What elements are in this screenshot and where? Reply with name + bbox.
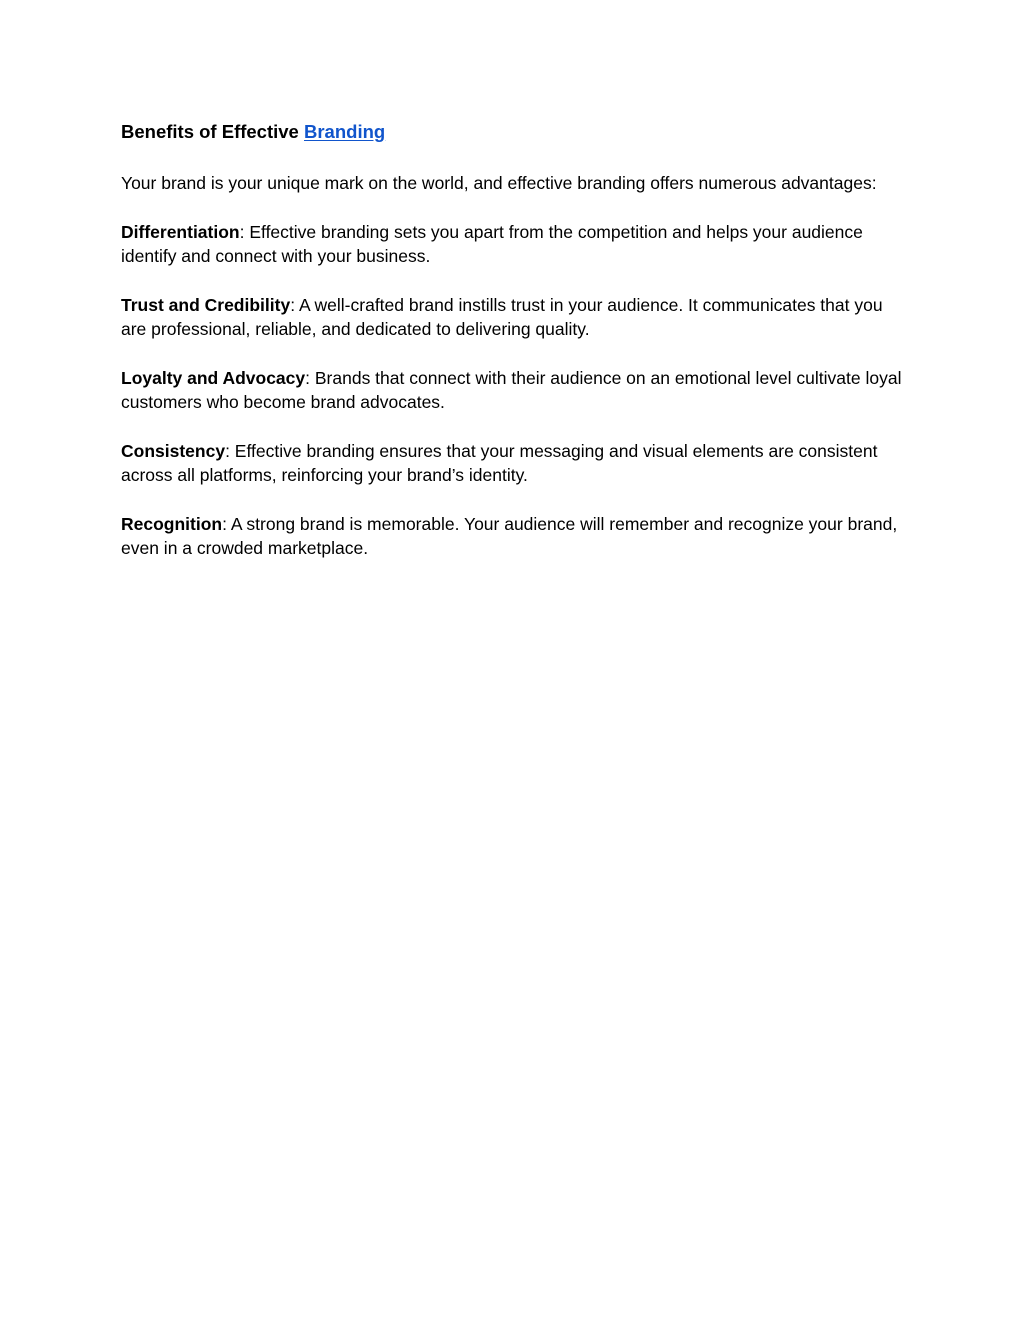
benefit-term: Trust and Credibility [121, 294, 291, 315]
benefit-description: : Brands that connect with their audience on an emotional level cultivate loyal customers who become brand advocates. [121, 367, 902, 412]
benefit-term: Differentiation [121, 221, 240, 242]
benefit-differentiation [121, 220, 912, 269]
benefit-recognition [121, 512, 912, 561]
branding-link[interactable]: Branding [304, 121, 386, 142]
benefit-consistency [121, 439, 912, 488]
benefit-term: Recognition [121, 513, 223, 534]
benefit-term: Consistency [121, 440, 226, 461]
benefit-description: : Effective branding sets you apart from the competition and helps your audience identify and connect with your business. [121, 221, 863, 266]
benefit-loyalty-and-advocacy [121, 366, 912, 415]
benefit-term: Loyalty and Advocacy [121, 367, 306, 388]
benefit-description: : A well-crafted brand instills trust in your audience. It communicates that you are professional, reliable, and dedicated to delivering quality. [121, 294, 883, 339]
benefit-trust-and-credibility [121, 293, 912, 342]
document-title [121, 119, 912, 145]
benefit-description: : A strong brand is memorable. Your audience will remember and recognize your brand, even in a crowded marketplace. [121, 513, 898, 558]
title-text: Benefits of Effective [121, 121, 304, 142]
benefit-description: : Effective branding ensures that your messaging and visual elements are consistent across all platforms, reinforcing your brand’s identity. [121, 440, 878, 485]
intro-paragraph: Your brand is your unique mark on the world, and effective branding offers numerous advantages: [121, 173, 877, 193]
